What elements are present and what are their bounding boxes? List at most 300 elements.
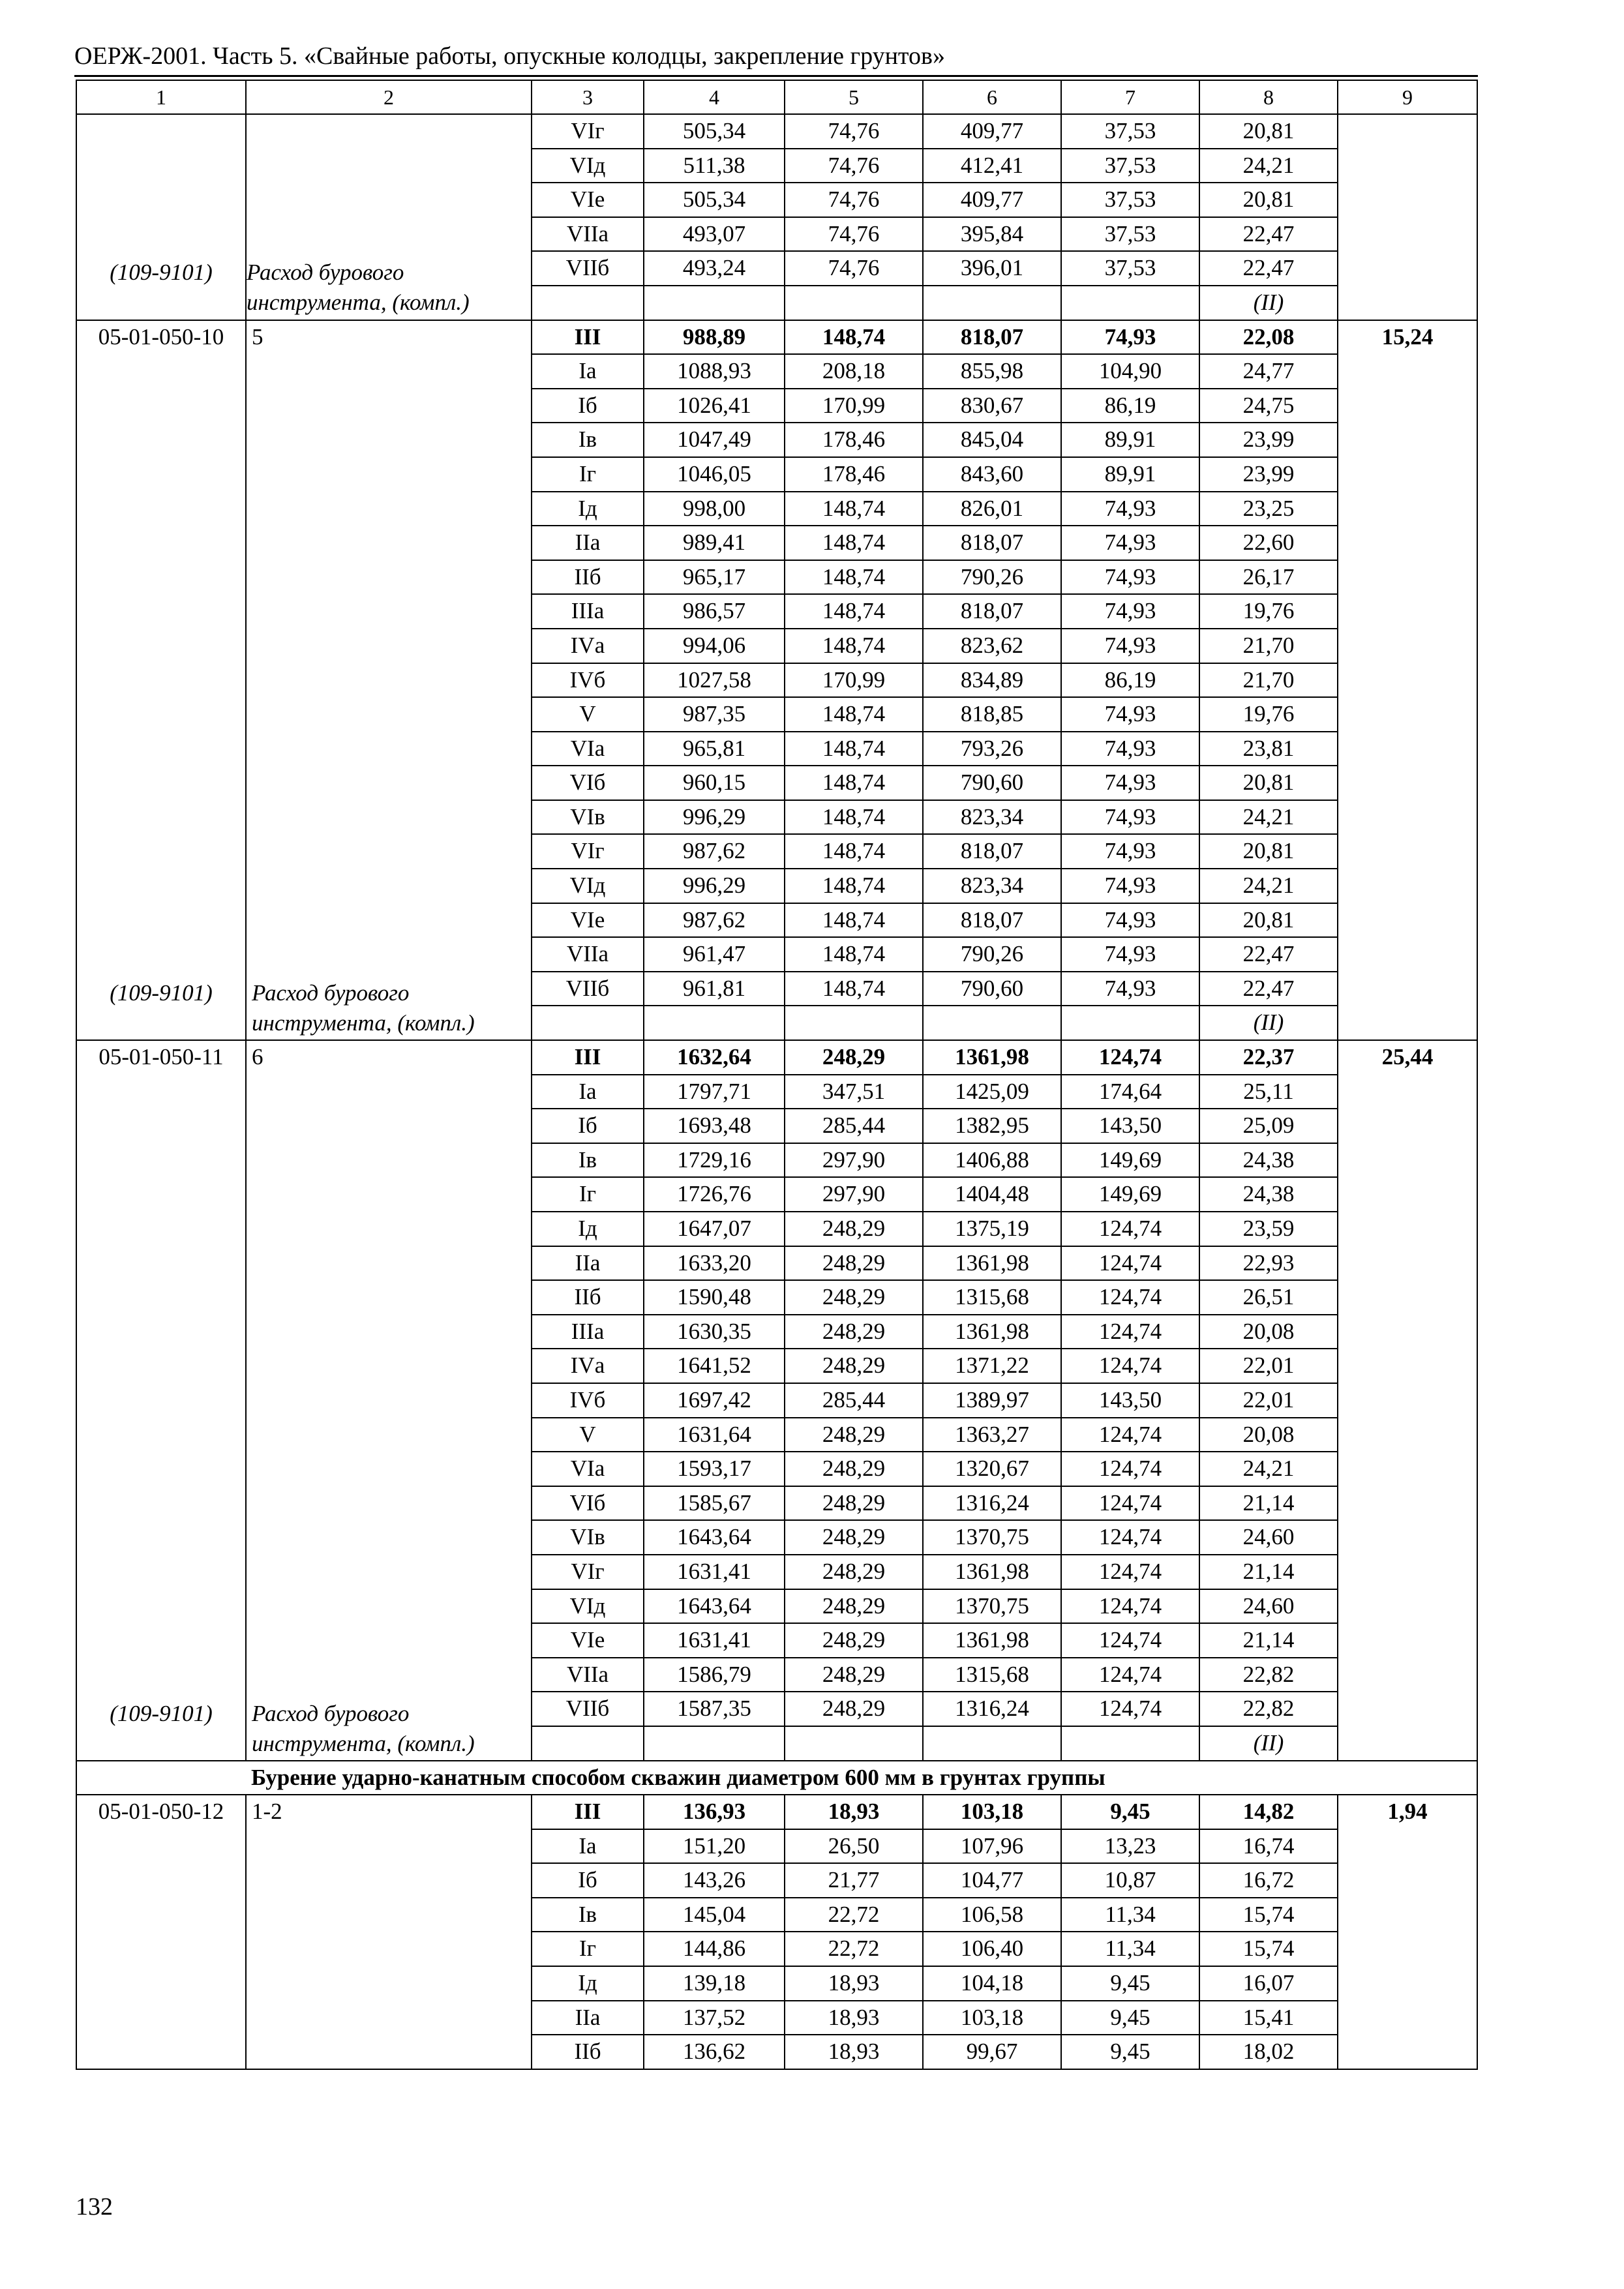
value-cell: 148,74 (785, 972, 923, 1006)
table-row (76, 1795, 1477, 1829)
value-cell: VIб (532, 1486, 644, 1521)
value-cell: 148,74 (785, 526, 923, 560)
value-cell: 124,74 (1061, 1589, 1199, 1624)
value-cell: 74,93 (1061, 594, 1199, 629)
value-cell: 26,51 (1199, 1280, 1338, 1315)
value-cell: VIг (532, 834, 644, 869)
table-row (76, 114, 1477, 149)
value-cell: 74,76 (785, 183, 923, 217)
value-cell: 1361,98 (923, 1623, 1061, 1658)
value-cell: 22,82 (1199, 1692, 1338, 1726)
value-cell: 145,04 (644, 1898, 785, 1932)
value-cell: 834,89 (923, 663, 1061, 698)
value-cell: 149,69 (1061, 1143, 1199, 1178)
empty-cell (785, 1726, 923, 1761)
value-cell: 74,76 (785, 217, 923, 252)
value-cell: 22,47 (1199, 251, 1338, 286)
value-cell: 143,50 (1061, 1109, 1199, 1143)
value-cell: 178,46 (785, 457, 923, 492)
value-cell: IIб (532, 2035, 644, 2069)
value-cell: 26,17 (1199, 560, 1338, 595)
value-cell: 20,81 (1199, 183, 1338, 217)
value-cell: 22,47 (1199, 217, 1338, 252)
empty-cell (1061, 1726, 1199, 1761)
value-cell: 845,04 (923, 423, 1061, 457)
value-cell: 9,45 (1061, 1795, 1199, 1829)
column-number: 6 (923, 80, 1061, 114)
value-cell: 818,07 (923, 594, 1061, 629)
value-cell: 148,74 (785, 937, 923, 972)
value-cell: 15,74 (1199, 1932, 1338, 1966)
value-cell: 1406,88 (923, 1143, 1061, 1178)
value-cell: Iд (532, 1212, 644, 1246)
value-cell: 24,77 (1199, 354, 1338, 389)
value-cell: 1726,76 (644, 1177, 785, 1212)
value-cell: 9,45 (1061, 2035, 1199, 2069)
value-cell: 178,46 (785, 423, 923, 457)
value-cell: 21,70 (1199, 629, 1338, 663)
value-cell: 106,40 (923, 1932, 1061, 1966)
value-cell: 16,07 (1199, 1966, 1338, 2001)
column-number: 8 (1199, 80, 1338, 114)
value-cell: 248,29 (785, 1658, 923, 1692)
rates-table (76, 80, 1478, 2070)
value-cell: 10,87 (1061, 1863, 1199, 1898)
value-cell: 9,45 (1061, 1966, 1199, 2001)
value-cell: 19,76 (1199, 697, 1338, 732)
value-cell: 1647,07 (644, 1212, 785, 1246)
value-cell: 26,50 (785, 1829, 923, 1864)
empty-cell (532, 1006, 644, 1040)
value-cell: 139,18 (644, 1966, 785, 2001)
value-cell: IVа (532, 629, 644, 663)
value-cell: 74,76 (785, 114, 923, 149)
work-name: 6 (252, 1044, 263, 1070)
value-cell: 1643,64 (644, 1520, 785, 1555)
value-cell: 1404,48 (923, 1177, 1061, 1212)
value-cell: 148,74 (785, 834, 923, 869)
consumption-value: (II) (1199, 1006, 1338, 1040)
value-cell: 74,93 (1061, 732, 1199, 766)
value-cell: 996,29 (644, 869, 785, 903)
value-cell: 124,74 (1061, 1349, 1199, 1383)
value-cell: 1590,48 (644, 1280, 785, 1315)
value-cell: 248,29 (785, 1315, 923, 1349)
consumption-value: (II) (1199, 286, 1338, 320)
value-cell: 1641,52 (644, 1349, 785, 1383)
value-cell: VIIб (532, 972, 644, 1006)
value-cell: 124,74 (1061, 1280, 1199, 1315)
value-cell: VIа (532, 732, 644, 766)
value-cell: VIIа (532, 217, 644, 252)
work-name-cell (246, 320, 532, 1040)
value-cell: 1320,67 (923, 1452, 1061, 1486)
value-cell: 248,29 (785, 1692, 923, 1726)
value-cell: 248,29 (785, 1349, 923, 1383)
value-cell: IVб (532, 1383, 644, 1418)
value-cell: 149,69 (1061, 1177, 1199, 1212)
value-cell: 1047,49 (644, 423, 785, 457)
value-cell: 248,29 (785, 1418, 923, 1452)
value-cell: 1046,05 (644, 457, 785, 492)
value-cell: 1363,27 (923, 1418, 1061, 1452)
value-cell: 409,77 (923, 114, 1061, 149)
work-name-cell (246, 114, 532, 320)
value-cell: 22,72 (785, 1898, 923, 1932)
empty-cell (1061, 286, 1199, 320)
value-cell: 74,76 (785, 251, 923, 286)
value-cell: Iг (532, 1932, 644, 1966)
column-number-row (76, 80, 1477, 114)
value-cell: 22,60 (1199, 526, 1338, 560)
value-cell: 24,38 (1199, 1177, 1338, 1212)
column-number: 1 (76, 80, 246, 114)
value-cell: Iб (532, 389, 644, 423)
value-cell: 18,93 (785, 1795, 923, 1829)
value-cell: 986,57 (644, 594, 785, 629)
value-cell: 104,18 (923, 1966, 1061, 2001)
value-cell: 248,29 (785, 1280, 923, 1315)
value-cell: 9,45 (1061, 2001, 1199, 2035)
value-cell: 16,74 (1199, 1829, 1338, 1864)
empty-cell (644, 1006, 785, 1040)
value-cell: Iв (532, 1898, 644, 1932)
value-cell: 1643,64 (644, 1589, 785, 1624)
labor-cost-cell (1338, 114, 1477, 320)
value-cell: 124,74 (1061, 1452, 1199, 1486)
value-cell: 1425,09 (923, 1075, 1061, 1109)
value-cell: 74,76 (785, 149, 923, 183)
value-cell: 1316,24 (923, 1692, 1061, 1726)
consumption-code: (109-9101) (110, 1700, 213, 1726)
value-cell: 20,81 (1199, 903, 1338, 938)
value-cell: 412,41 (923, 149, 1061, 183)
value-cell: 1632,64 (644, 1040, 785, 1075)
consumption-text: инструмента, (компл.) (252, 1730, 475, 1756)
value-cell: 124,74 (1061, 1520, 1199, 1555)
value-cell: 151,20 (644, 1829, 785, 1864)
value-cell: 11,34 (1061, 1932, 1199, 1966)
value-cell: 74,93 (1061, 869, 1199, 903)
value-cell: 124,74 (1061, 1555, 1199, 1589)
value-cell: 20,08 (1199, 1315, 1338, 1349)
value-cell: 1585,67 (644, 1486, 785, 1521)
value-cell: 1382,95 (923, 1109, 1061, 1143)
value-cell: III (532, 1040, 644, 1075)
value-cell: 22,82 (1199, 1658, 1338, 1692)
value-cell: 136,62 (644, 2035, 785, 2069)
value-cell: 124,74 (1061, 1486, 1199, 1521)
value-cell: III (532, 320, 644, 355)
value-cell: 124,74 (1061, 1692, 1199, 1726)
value-cell: 22,47 (1199, 937, 1338, 972)
column-number: 2 (246, 80, 532, 114)
value-cell: 1315,68 (923, 1280, 1061, 1315)
value-cell: 297,90 (785, 1143, 923, 1178)
value-cell: 74,93 (1061, 937, 1199, 972)
value-cell: Iг (532, 1177, 644, 1212)
value-cell: 106,58 (923, 1898, 1061, 1932)
value-cell: 24,60 (1199, 1520, 1338, 1555)
value-cell: 107,96 (923, 1829, 1061, 1864)
value-cell: VIа (532, 1452, 644, 1486)
value-cell: VIд (532, 1589, 644, 1624)
column-number: 5 (785, 80, 923, 114)
value-cell: 18,02 (1199, 2035, 1338, 2069)
value-cell: III (532, 1795, 644, 1829)
value-cell: 1315,68 (923, 1658, 1061, 1692)
consumption-text: инструмента, (компл.) (252, 1010, 475, 1036)
value-cell: 994,06 (644, 629, 785, 663)
column-number: 4 (644, 80, 785, 114)
value-cell: 1631,41 (644, 1555, 785, 1589)
value-cell: Iа (532, 1075, 644, 1109)
value-cell: 37,53 (1061, 251, 1199, 286)
value-cell: 347,51 (785, 1075, 923, 1109)
value-cell: VIд (532, 869, 644, 903)
empty-cell (785, 286, 923, 320)
value-cell: 818,07 (923, 834, 1061, 869)
value-cell: 24,60 (1199, 1589, 1338, 1624)
value-cell: VIе (532, 903, 644, 938)
value-cell: 960,15 (644, 766, 785, 800)
value-cell: 170,99 (785, 663, 923, 698)
value-cell: 998,00 (644, 492, 785, 526)
rate-code-cell (76, 1040, 246, 1760)
labor-cost-cell: 15,24 (1338, 320, 1477, 1040)
value-cell: Iд (532, 1966, 644, 2001)
value-cell: 23,81 (1199, 732, 1338, 766)
value-cell: 37,53 (1061, 183, 1199, 217)
value-cell: 818,07 (923, 526, 1061, 560)
empty-cell (644, 1726, 785, 1761)
rate-code: 05-01-050-11 (98, 1044, 224, 1070)
value-cell: 965,81 (644, 732, 785, 766)
value-cell: 25,09 (1199, 1109, 1338, 1143)
value-cell: 285,44 (785, 1109, 923, 1143)
empty-cell (76, 1761, 246, 1795)
labor-cost-cell: 1,94 (1338, 1795, 1477, 2069)
value-cell: 1026,41 (644, 389, 785, 423)
rate-code: 05-01-050-10 (98, 323, 224, 350)
value-cell: 505,34 (644, 183, 785, 217)
value-cell: IIб (532, 1280, 644, 1315)
column-number: 9 (1338, 80, 1477, 114)
value-cell: 1729,16 (644, 1143, 785, 1178)
value-cell: Iб (532, 1863, 644, 1898)
value-cell: 124,74 (1061, 1040, 1199, 1075)
value-cell: 148,74 (785, 766, 923, 800)
value-cell: IVа (532, 1349, 644, 1383)
consumption-code: (109-9101) (110, 980, 213, 1006)
work-name-cell (246, 1040, 532, 1760)
value-cell: 493,07 (644, 217, 785, 252)
value-cell: 987,62 (644, 834, 785, 869)
value-cell: 14,82 (1199, 1795, 1338, 1829)
value-cell: 297,90 (785, 1177, 923, 1212)
value-cell: 24,75 (1199, 389, 1338, 423)
value-cell: 396,01 (923, 251, 1061, 286)
value-cell: 989,41 (644, 526, 785, 560)
value-cell: 22,08 (1199, 320, 1338, 355)
value-cell: 22,93 (1199, 1246, 1338, 1281)
rate-code-cell: 05-01-050-12 (76, 1795, 246, 2069)
value-cell: 285,44 (785, 1383, 923, 1418)
spacer (77, 288, 245, 318)
value-cell: Iв (532, 1143, 644, 1178)
rate-code-cell (76, 114, 246, 320)
value-cell: 24,21 (1199, 1452, 1338, 1486)
value-cell: 793,26 (923, 732, 1061, 766)
value-cell: 1693,48 (644, 1109, 785, 1143)
value-cell: 74,93 (1061, 492, 1199, 526)
value-cell: 818,85 (923, 697, 1061, 732)
value-cell: 493,24 (644, 251, 785, 286)
value-cell: 1361,98 (923, 1315, 1061, 1349)
value-cell: Iа (532, 354, 644, 389)
value-cell: IVб (532, 663, 644, 698)
value-cell: 987,62 (644, 903, 785, 938)
value-cell: 24,38 (1199, 1143, 1338, 1178)
value-cell: 1371,22 (923, 1349, 1061, 1383)
consumption-text-box (252, 978, 475, 1038)
value-cell: 170,99 (785, 389, 923, 423)
value-cell: 124,74 (1061, 1658, 1199, 1692)
value-cell: 830,67 (923, 389, 1061, 423)
value-cell: Iа (532, 1829, 644, 1864)
value-cell: 961,81 (644, 972, 785, 1006)
column-number: 3 (532, 80, 644, 114)
value-cell: V (532, 697, 644, 732)
value-cell: 843,60 (923, 457, 1061, 492)
value-cell: 988,89 (644, 320, 785, 355)
value-cell: 1361,98 (923, 1246, 1061, 1281)
page-number: 132 (76, 2193, 113, 2221)
value-cell: 124,74 (1061, 1246, 1199, 1281)
value-cell: 148,74 (785, 594, 923, 629)
consumption-code: (109-9101) (110, 259, 213, 285)
value-cell: 248,29 (785, 1486, 923, 1521)
value-cell: 1375,19 (923, 1212, 1061, 1246)
value-cell: 148,74 (785, 560, 923, 595)
value-cell: 74,93 (1061, 834, 1199, 869)
value-cell: 248,29 (785, 1452, 923, 1486)
value-cell: 1797,71 (644, 1075, 785, 1109)
value-cell: 89,91 (1061, 423, 1199, 457)
value-cell: 1361,98 (923, 1555, 1061, 1589)
value-cell: 505,34 (644, 114, 785, 149)
value-cell: 1586,79 (644, 1658, 785, 1692)
value-cell: 37,53 (1061, 217, 1199, 252)
value-cell: 1361,98 (923, 1040, 1061, 1075)
value-cell: 74,93 (1061, 560, 1199, 595)
labor-cost-cell: 25,44 (1338, 1040, 1477, 1760)
value-cell: VIб (532, 766, 644, 800)
value-cell: 1088,93 (644, 354, 785, 389)
value-cell: 174,64 (1061, 1075, 1199, 1109)
column-number: 7 (1061, 80, 1199, 114)
value-cell: 965,17 (644, 560, 785, 595)
value-cell: 823,34 (923, 869, 1061, 903)
value-cell: 148,74 (785, 697, 923, 732)
value-cell: Iб (532, 1109, 644, 1143)
value-cell: 818,07 (923, 903, 1061, 938)
value-cell: 409,77 (923, 183, 1061, 217)
value-cell: 22,37 (1199, 1040, 1338, 1075)
value-cell: IIа (532, 2001, 644, 2035)
value-cell: 823,34 (923, 800, 1061, 835)
value-cell: 148,74 (785, 869, 923, 903)
value-cell: 74,93 (1061, 766, 1199, 800)
value-cell: 21,14 (1199, 1623, 1338, 1658)
value-cell: 511,38 (644, 149, 785, 183)
value-cell: 148,74 (785, 903, 923, 938)
value-cell: 248,29 (785, 1520, 923, 1555)
value-cell: 148,74 (785, 492, 923, 526)
value-cell: 74,93 (1061, 800, 1199, 835)
value-cell: 987,35 (644, 697, 785, 732)
value-cell: IIIа (532, 594, 644, 629)
page-header: ОЕРЖ-2001. Часть 5. «Свайные работы, опускные колодцы, закрепление грунтов» (74, 42, 945, 70)
value-cell: 74,93 (1061, 320, 1199, 355)
value-cell: VIIа (532, 1658, 644, 1692)
empty-cell (644, 286, 785, 320)
value-cell: VIе (532, 1623, 644, 1658)
value-cell: 1633,20 (644, 1246, 785, 1281)
value-cell: 826,01 (923, 492, 1061, 526)
value-cell: 15,41 (1199, 2001, 1338, 2035)
value-cell: 13,23 (1061, 1829, 1199, 1864)
value-cell: Iв (532, 423, 644, 457)
value-cell: 996,29 (644, 800, 785, 835)
consumption-value: (II) (1199, 1726, 1338, 1761)
value-cell: 1697,42 (644, 1383, 785, 1418)
value-cell: 248,29 (785, 1589, 923, 1624)
value-cell: 74,93 (1061, 697, 1199, 732)
rate-code-cell (76, 320, 246, 1040)
value-cell: 22,47 (1199, 972, 1338, 1006)
value-cell: 24,21 (1199, 800, 1338, 835)
value-cell: 1370,75 (923, 1520, 1061, 1555)
value-cell: 103,18 (923, 2001, 1061, 2035)
value-cell: 37,53 (1061, 149, 1199, 183)
header-rule (74, 75, 1478, 77)
value-cell: 124,74 (1061, 1212, 1199, 1246)
value-cell: 1370,75 (923, 1589, 1061, 1624)
value-cell: VIIб (532, 1692, 644, 1726)
value-cell: 1316,24 (923, 1486, 1061, 1521)
value-cell: 74,93 (1061, 903, 1199, 938)
value-cell: 37,53 (1061, 114, 1199, 149)
empty-cell (1061, 1006, 1199, 1040)
empty-cell (923, 286, 1061, 320)
value-cell: VIв (532, 800, 644, 835)
value-cell: 20,81 (1199, 766, 1338, 800)
value-cell: V (532, 1418, 644, 1452)
value-cell: 143,26 (644, 1863, 785, 1898)
value-cell: 1587,35 (644, 1692, 785, 1726)
empty-cell (532, 1726, 644, 1761)
consumption-text: Расход бурового (252, 1700, 410, 1726)
value-cell: 104,90 (1061, 354, 1199, 389)
consumption-text: инструмента, (компл.) (247, 289, 470, 315)
value-cell: 24,21 (1199, 869, 1338, 903)
value-cell: 248,29 (785, 1555, 923, 1589)
value-cell: 86,19 (1061, 389, 1199, 423)
value-cell: IIа (532, 1246, 644, 1281)
section-title-row (76, 1761, 1477, 1795)
section-title: Бурение ударно-канатным способом скважин диаметром 600 мм в грунтах группы (246, 1761, 1477, 1795)
